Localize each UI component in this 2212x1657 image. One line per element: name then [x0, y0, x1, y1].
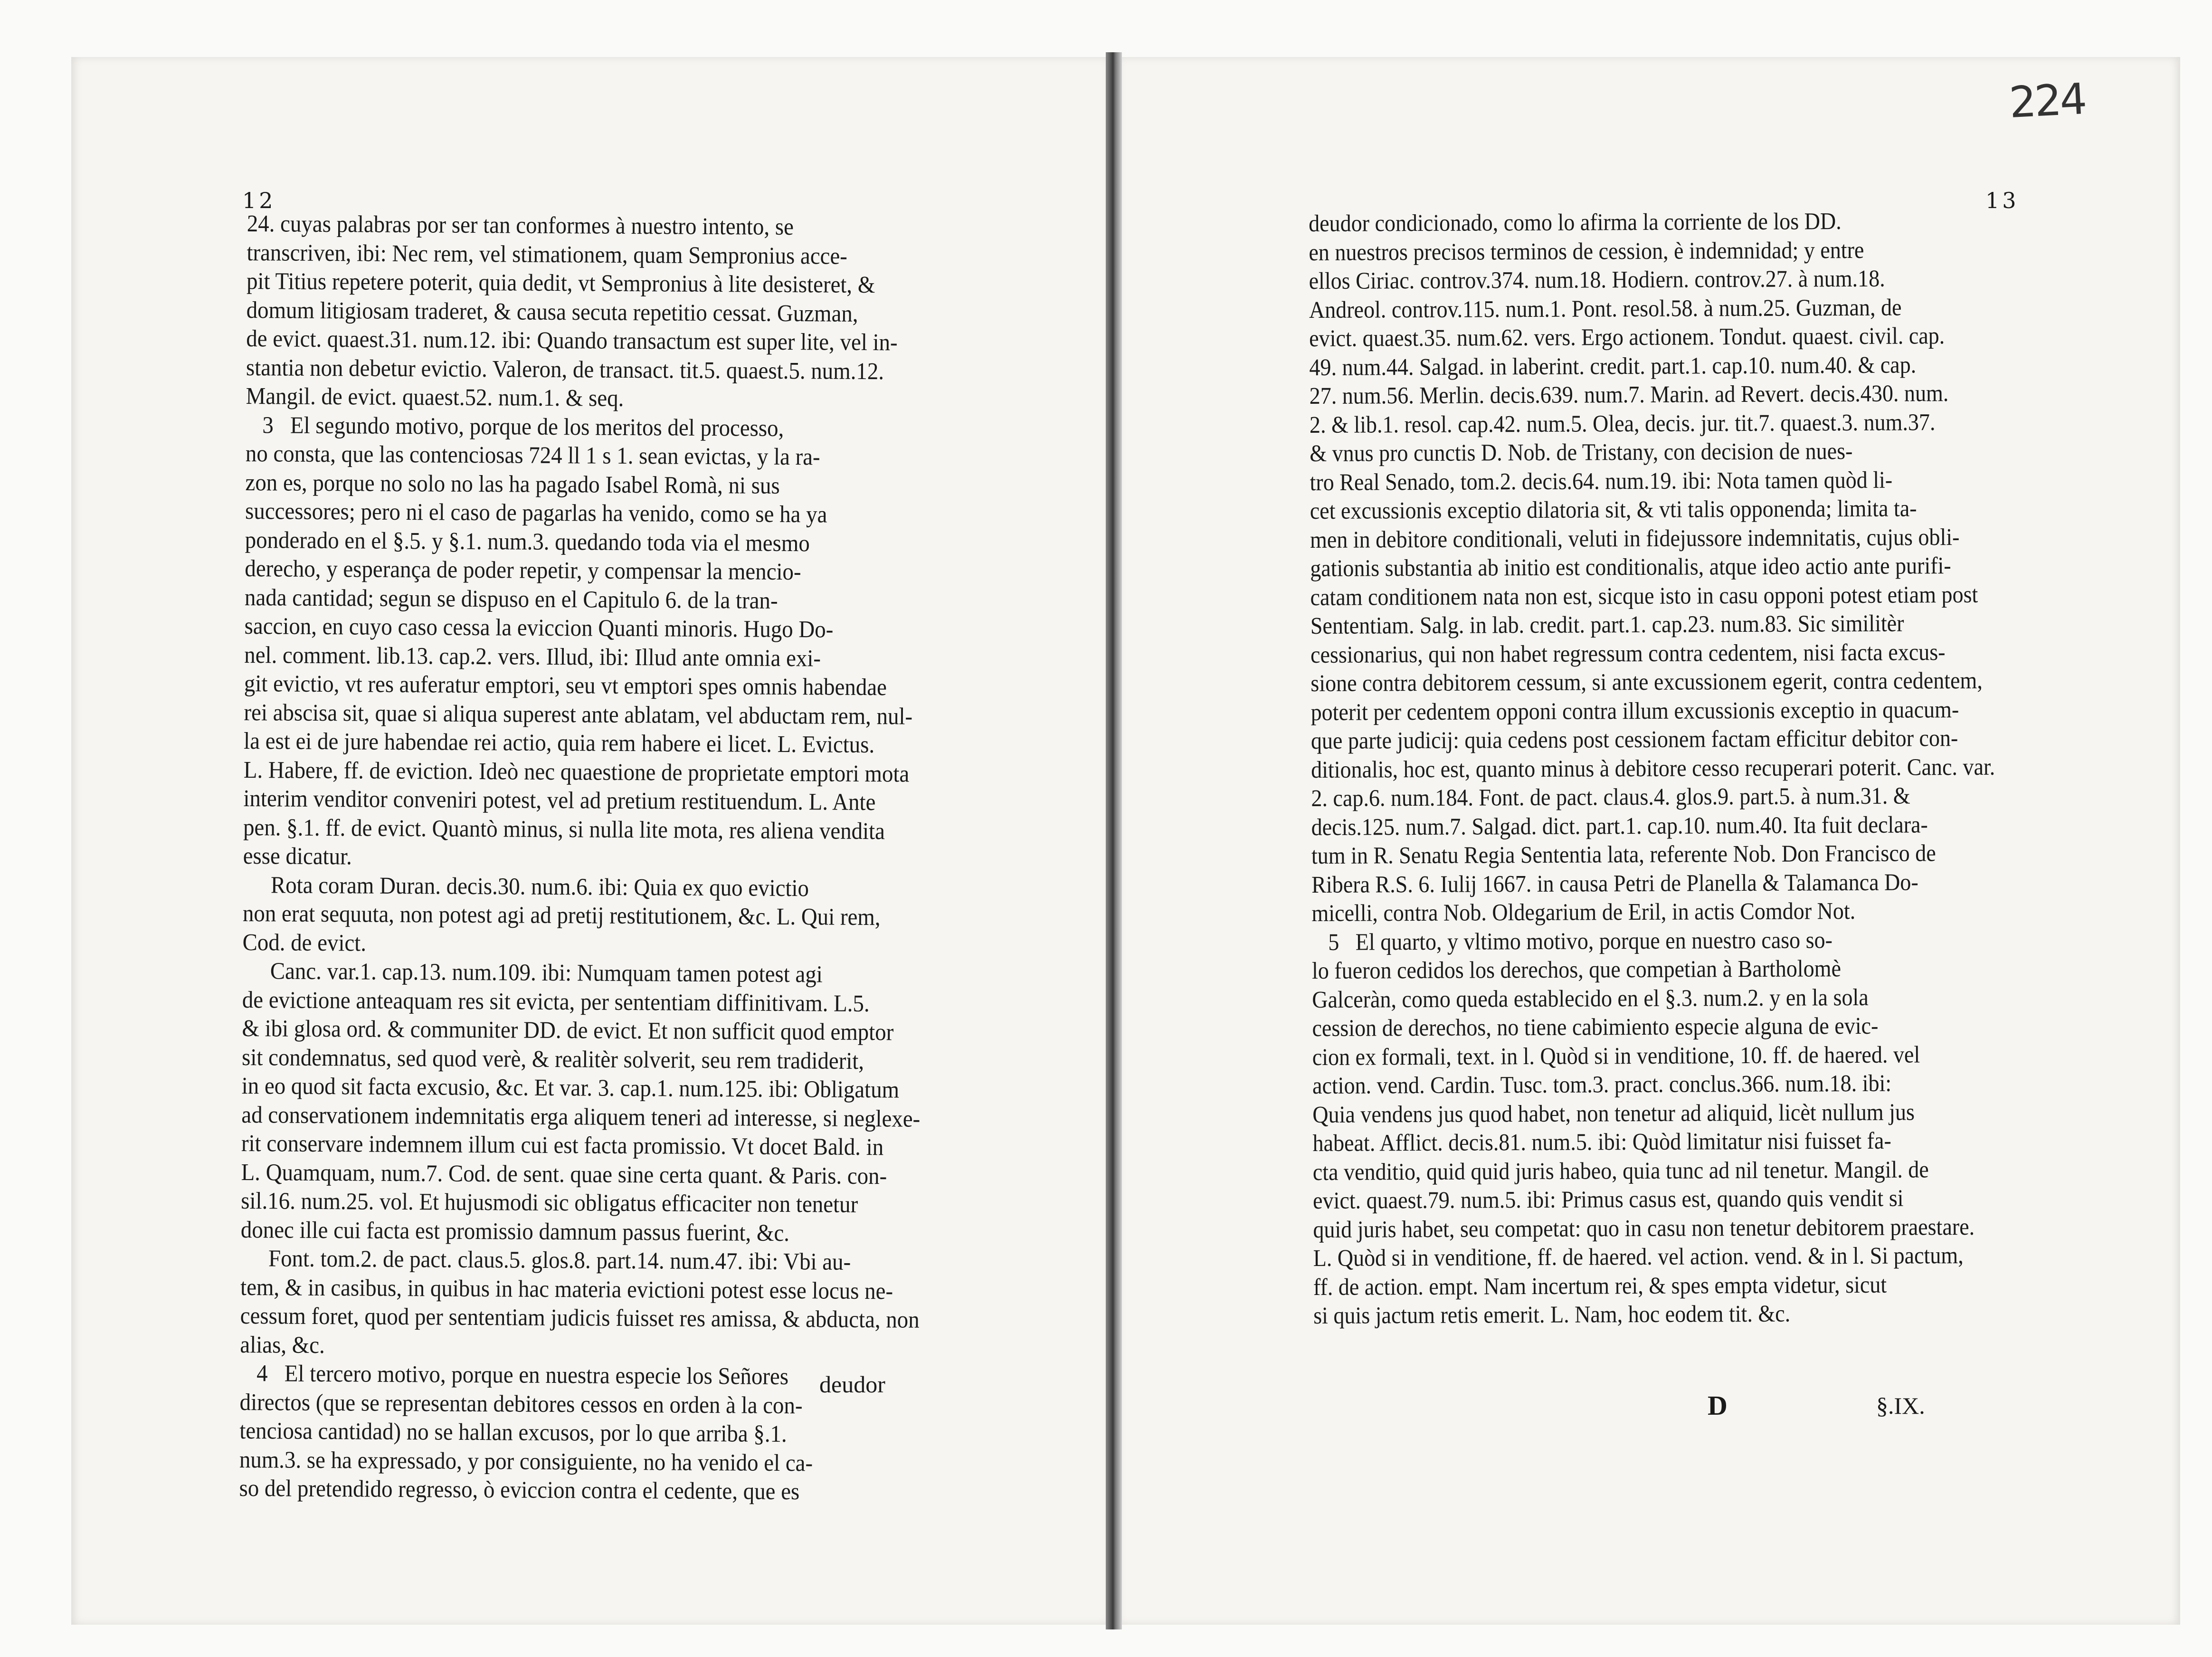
right-page-number: 13 — [1985, 188, 2019, 213]
left-catchword: deudor — [819, 1371, 885, 1398]
left-page-text: 24. cuyas palabras por ser tan conformes à nuestro intento, se transcriven, ibi: Nec rem, vel stimationem, quam Sempronius acce- pit Titius repetere poterit, quia dedit, vt Sempronius à lite desisteret, & domum litigiosam traderet, & causa secuta repetitio cessat. Guzman, de evict. quaest.31. num.12. ibi: Quando transactum est super lite, vel in- stantia non debetur evictio. Valeron, de transact. tit.5. quaest.5. num.12. Mangil. de evict. quaest.52. num.1. & seq. 3 El segundo motivo, porque de los meritos del processo, no consta, que las contenciosas 724 ll 1 s 1. sean evictas, y la ra- zon es, porque no solo no las ha pagado Isabel Romà, ni sus successores; pero ni el caso de pagarlas ha venido, como se ha ya ponderado en el §.5. y §.1. num.3. quedando toda via el mesmo derecho, y esperança de poder repetir, y compensar la mencio- nada cantidad; segun se dispuso en el Capitulo 6. de la tran- saccion, en cuyo caso cessa la eviccion Quanti minoris. Hugo Do- nel. comment. lib.13. cap.2. vers. Illud, ibi: Illud ante omnia exi- git evictio, vt res auferatur emptori, seu vt emptori spes omnis habendae rei abscisa sit, quae si aliqua superest ante ablatam, vel abductam rem, nul- la est ei de jure habendae rei actio, quia rem habere ei licet. L. Evictus. L. Habere, ff. de eviction. Ideò nec quaestione de proprietate emptori mota interim venditor conveniri potest, vel ad pretium restituendum. L. Ante pen. §.1. ff. de evict. Quantò minus, si nulla lite mota, res aliena vendita esse dicatur. Rota coram Duran. decis.30. num.6. ibi: Quia ex quo evictio non erat sequuta, non potest agi ad pretij restitutionem, &c. L. Qui rem, Cod. de evict. Canc. var.1. cap.13. num.109. ibi: Numquam tamen potest agi de evictione anteaquam res sit evicta, per sententiam diffinitivam. L.5. & ibi glosa ord. & communiter DD. de evict. Et non sufficit quod emptor sit condemnatus, sed quod verè, & realitèr solverit, seu rem tradiderit, in eo quod sit facta excusio, &c. Et var. 3. cap.1. num.125. ibi: Obligatum ad conservationem indemnitatis erga aliquem teneri ad interesse, si neglexe- rit conservare indemnem illum cui est facta promissio. Vt docet Bald. in L. Quamquam, num.7. Cod. de sent. quae sine certa quant. & Paris. con- sil.16. num.25. vol. Et hujusmodi sic obligatus efficaciter non tenetur donec ille cui facta est promissio damnum passus fuerint, &c. Font. tom.2. de pact. claus.5. glos.8. part.14. num.47. ibi: Vbi au- tem, & in casibus, in quibus in hac materia evictioni potest esse locus ne- cessum foret, quod per sententiam judicis fuisset res amissa, & abducta, non alias, &c. 4 El tercero motivo, porque en nuestra especie los Señores directos (que se representan debitores cessos en orden à la con- tenciosa cantidad) no se hallan excusos, por lo que arriba §.1. num.3. se ha expressado, y por consiguiente, no ha venido el ca- so del pretendido regresso, ò eviccion contra el cedente, que es — [239, 210, 921, 1505]
book-gutter — [1106, 52, 1122, 1629]
folio-number: 224 — [2008, 74, 2087, 128]
left-page-number: 12 — [242, 188, 276, 213]
right-catchword: §.IX. — [1876, 1392, 1925, 1419]
signature-mark: D — [1708, 1390, 1728, 1421]
right-page-text: deudor condicionado, como lo afirma la corriente de los DD. en nuestros precisos terminos de cession, è indemnidad; y entre ellos Ciriac. controv.374. num.18. Hodiern. controv.27. à num.18. Andreol. controv.115. num.1. Pont. resol.58. à num.25. Guzman, de evict. quaest.35. num.62. vers. Ergo actionem. Tondut. quaest. civil. cap. 49. num.44. Salgad. in laberint. credit. part.1. cap.10. num.40. & cap. 27. num.56. Merlin. decis.639. num.7. Marin. ad Revert. decis.430. num. 2. & lib.1. resol. cap.42. num.5. Olea, decis. jur. tit.7. quaest.3. num.37. & vnus pro cunctis D. Nob. de Tristany, con decision de nues- tro Real Senado, tom.2. decis.64. num.19. ibi: Nota tamen quòd li- cet excussionis exceptio dilatoria sit, & vti talis opponenda; limita ta- men in debitore conditionali, veluti in fidejussore indemnitatis, cujus obli- gationis substantia ab initio est conditionalis, atque ideo actio ante purifi- catam conditionem nata non est, sicque isto in casu opponi potest etiam post Sententiam. Salg. in lab. credit. part.1. cap.23. num.83. Sic similitèr cessionarius, qui non habet regressum contra cedentem, nisi facta excus- sione contra debitorem cessum, si ante excussionem egerit, contra cedentem, poterit per cedentem opponi contra illum excussionis exceptio in quacum- que parte judicij: quia cedens post cessionem factam efficitur debitor con- ditionalis, hoc est, quanto minus à debitore cesso recuperari poterit. Canc. var. 2. cap.6. num.184. Font. de pact. claus.4. glos.9. part.5. à num.31. & decis.125. num.7. Salgad. dict. part.1. cap.10. num.40. Ita fuit declara- tum in R. Senatu Regia Sententia lata, referente Nob. Don Francisco de Ribera R.S. 6. Iulij 1667. in causa Petri de Planella & Talamanca Do- micelli, contra Nob. Oldegarium de Eril, in actis Comdor Not. 5 El quarto, y vltimo motivo, porque en nuestro caso so- lo fueron cedidos los derechos, que competian à Bartholomè Galceràn, como queda establecido en el §.3. num.2. y en la sola cession de derechos, no tiene cabimiento especie alguna de evic- cion ex formali, text. in l. Quòd si in venditione, 10. ff. de haered. vel action. vend. Cardin. Tusc. tom.3. pract. conclus.366. num.18. ibi: Quia vendens jus quod habet, non tenetur ad aliquid, licèt nullum jus habeat. Afflict. decis.81. num.5. ibi: Quòd limitatur nisi fuisset fa- cta venditio, quid quid juris habeo, quia tunc ad nil tenetur. Mangil. de evict. quaest.79. num.5. ibi: Primus casus est, quando quis vendit si quid juris habet, seu competat: quo in casu non tenetur debitorem praestare. L. Quòd si in venditione, ff. de haered. vel action. vend. & in l. Si pactum, ff. de action. empt. Nam incertum rei, & spes empta videtur, sicut si quis jactum retis emerit. L. Nam, hoc eodem tit. &c. — [1309, 208, 1995, 1329]
